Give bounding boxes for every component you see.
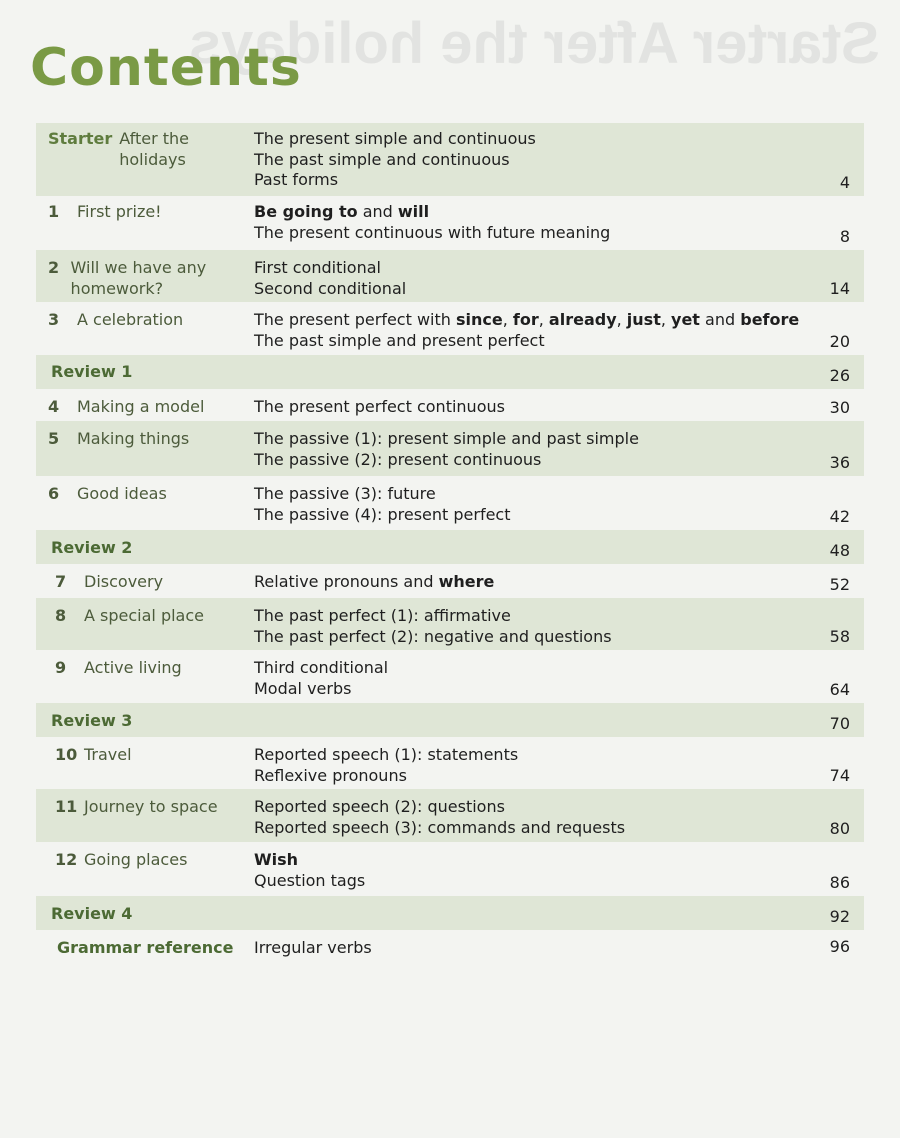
grammar-text: The passive (2): present continuous — [254, 449, 542, 469]
unit-cell — [36, 429, 252, 473]
unit-title: A special place — [84, 606, 204, 625]
grammar-reference-row[interactable] — [36, 930, 864, 960]
grammar-point — [254, 150, 804, 171]
grammar-point — [254, 450, 804, 471]
grammar-reference-label: Grammar reference — [57, 938, 234, 957]
unit-cell — [36, 397, 252, 418]
unit-cell — [36, 310, 252, 352]
grammar-point — [254, 331, 804, 352]
unit-title: Active living — [84, 658, 182, 677]
unit-cell — [36, 658, 252, 700]
unit-number: 12 — [55, 850, 78, 869]
grammar-cell — [252, 129, 804, 193]
page-number: 96 — [829, 936, 850, 956]
unit-title: Good ideas — [77, 484, 167, 503]
grammar-point — [254, 745, 804, 766]
grammar-text: since — [456, 310, 503, 329]
grammar-text: Reflexive pronouns — [254, 765, 407, 785]
grammar-text: The present perfect with — [254, 310, 456, 329]
grammar-text: The past simple and continuous — [254, 149, 510, 169]
grammar-point — [254, 797, 804, 818]
grammar-text: , — [502, 310, 513, 329]
unit-row[interactable] — [36, 123, 864, 196]
unit-cell — [36, 938, 252, 957]
unit-title: Going places — [84, 850, 188, 869]
grammar-text: , — [616, 310, 627, 329]
grammar-text: Past forms — [254, 170, 339, 189]
grammar-text: The passive (4): present perfect — [254, 504, 511, 524]
unit-row[interactable] — [36, 737, 864, 789]
unit-number: 3 — [48, 310, 60, 329]
grammar-text: Reported speech (2): questions — [254, 797, 505, 816]
grammar-cell — [252, 202, 804, 247]
unit-number: 9 — [55, 658, 67, 677]
grammar-point — [254, 429, 804, 450]
grammar-text: The past simple and present perfect — [254, 330, 545, 350]
grammar-point — [254, 627, 804, 648]
unit-cell — [36, 745, 252, 786]
unit-title: Discovery — [84, 572, 164, 591]
grammar-point — [254, 938, 804, 959]
unit-number: 11 — [55, 797, 78, 816]
grammar-point — [254, 679, 804, 700]
unit-row[interactable] — [36, 842, 864, 896]
grammar-cell — [252, 850, 804, 893]
unit-cell — [36, 850, 252, 893]
review-row[interactable] — [36, 896, 864, 930]
unit-title: Travel — [84, 745, 132, 764]
grammar-point — [254, 606, 804, 627]
unit-title: Making things — [77, 429, 190, 448]
grammar-cell — [252, 606, 804, 647]
unit-number: 4 — [48, 397, 60, 416]
grammar-text: The past perfect (2): negative and questions — [254, 626, 612, 646]
grammar-text: and — [699, 310, 741, 329]
page-number: 80 — [829, 818, 850, 838]
grammar-text: Question tags — [254, 870, 366, 890]
page-number: 64 — [829, 679, 850, 699]
unit-cell — [36, 129, 252, 193]
unit-row[interactable] — [36, 650, 864, 703]
page-number: 42 — [829, 506, 850, 526]
unit-row[interactable] — [36, 389, 864, 421]
page-number: 58 — [829, 626, 850, 646]
grammar-text: The present simple and continuous — [254, 129, 536, 148]
grammar-point — [254, 766, 804, 787]
review-row[interactable] — [36, 530, 864, 564]
unit-cell — [36, 484, 252, 527]
unit-number: 5 — [48, 429, 60, 448]
grammar-text: will — [397, 202, 430, 221]
grammar-cell — [252, 258, 804, 299]
grammar-point — [254, 484, 804, 505]
grammar-text: Irregular verbs — [254, 938, 372, 957]
page-number: 86 — [829, 872, 850, 892]
review-row[interactable] — [36, 355, 864, 389]
grammar-text: Be going to — [254, 202, 358, 221]
page-number: 36 — [829, 452, 850, 472]
unit-row[interactable] — [36, 598, 864, 650]
grammar-text: before — [740, 310, 800, 329]
grammar-text: Wish — [254, 850, 299, 869]
unit-cell — [36, 258, 252, 299]
unit-cell — [36, 606, 252, 647]
grammar-text: , — [660, 310, 672, 329]
grammar-cell — [252, 310, 804, 352]
grammar-text: Modal verbs — [254, 678, 352, 698]
grammar-cell — [252, 658, 804, 700]
grammar-text: The present continuous with future meaning — [254, 222, 611, 242]
grammar-point — [254, 850, 804, 871]
review-label: Review 4 — [51, 904, 133, 923]
unit-title: Will we have any homework? — [70, 258, 207, 298]
grammar-text: Third conditional — [254, 658, 389, 677]
grammar-point — [254, 658, 804, 679]
starter-label: Starter — [48, 129, 113, 148]
page-number: 92 — [829, 906, 850, 926]
grammar-text: Reported speech (3): commands and requests — [254, 817, 626, 837]
grammar-point — [254, 279, 804, 300]
grammar-text: The passive (1): present simple and past simple — [254, 429, 639, 448]
grammar-text: and — [357, 202, 398, 221]
grammar-text: Second conditional — [254, 278, 407, 298]
grammar-cell — [252, 572, 804, 595]
grammar-text: , — [538, 310, 549, 329]
grammar-text: The present perfect continuous — [254, 397, 505, 416]
grammar-text: just — [626, 310, 661, 329]
grammar-point — [254, 310, 804, 331]
grammar-point — [254, 871, 804, 892]
grammar-text: The past perfect (1): affirmative — [254, 606, 511, 625]
unit-row[interactable] — [36, 789, 864, 842]
unit-row[interactable] — [36, 196, 864, 250]
grammar-point — [254, 572, 804, 593]
page-number: 52 — [829, 574, 850, 594]
unit-title: Journey to space — [84, 797, 218, 816]
unit-number: 8 — [55, 606, 67, 625]
grammar-point — [254, 258, 804, 279]
grammar-text: already — [548, 310, 617, 329]
grammar-text: yet — [671, 310, 700, 329]
unit-cell — [36, 797, 252, 839]
grammar-text: First conditional — [254, 258, 381, 277]
page-number: 26 — [829, 365, 850, 385]
grammar-point — [254, 170, 804, 191]
grammar-point — [254, 202, 804, 223]
unit-cell — [36, 202, 252, 247]
unit-number: 10 — [55, 745, 78, 764]
unit-number: 2 — [48, 258, 60, 277]
review-label: Review 1 — [51, 362, 133, 381]
page-number: 4 — [839, 172, 850, 192]
page-number: 14 — [829, 278, 850, 298]
page-number: 70 — [829, 713, 850, 733]
unit-row[interactable] — [36, 421, 864, 476]
unit-title: A celebration — [77, 310, 184, 329]
show-through-header: Starter After the holidays — [189, 11, 880, 76]
grammar-cell — [252, 484, 804, 527]
grammar-cell — [252, 797, 804, 839]
grammar-point — [254, 397, 804, 418]
unit-number: 6 — [48, 484, 60, 503]
page-number: 48 — [829, 540, 850, 560]
grammar-cell — [252, 397, 804, 418]
unit-title: First prize! — [77, 202, 162, 221]
grammar-text: Relative pronouns and — [254, 572, 439, 591]
grammar-cell — [252, 429, 804, 473]
unit-title: After the holidays — [119, 129, 190, 169]
unit-cell — [36, 572, 252, 595]
grammar-point — [254, 223, 804, 244]
unit-row[interactable] — [36, 250, 864, 302]
page-number: 8 — [839, 226, 850, 246]
grammar-point — [254, 818, 804, 839]
unit-row[interactable] — [36, 476, 864, 530]
grammar-text: where — [438, 572, 495, 591]
unit-number: 7 — [55, 572, 67, 591]
review-label: Review 3 — [51, 711, 133, 730]
grammar-point — [254, 129, 804, 150]
unit-number: 1 — [48, 202, 60, 221]
grammar-cell — [252, 938, 804, 957]
page-number: 30 — [829, 397, 850, 417]
page-number: 20 — [829, 331, 850, 351]
page-title: Contents — [30, 38, 302, 98]
grammar-point — [254, 505, 804, 526]
review-row[interactable] — [36, 703, 864, 737]
unit-row[interactable] — [36, 302, 864, 355]
grammar-cell — [252, 745, 804, 786]
page-number: 74 — [829, 765, 850, 785]
grammar-text: for — [512, 310, 539, 329]
grammar-text: Reported speech (1): statements — [254, 745, 519, 764]
grammar-text: The passive (3): future — [254, 484, 436, 503]
unit-title: Making a model — [77, 397, 205, 416]
review-label: Review 2 — [51, 538, 133, 557]
unit-row[interactable] — [36, 564, 864, 598]
contents-table — [36, 123, 864, 960]
